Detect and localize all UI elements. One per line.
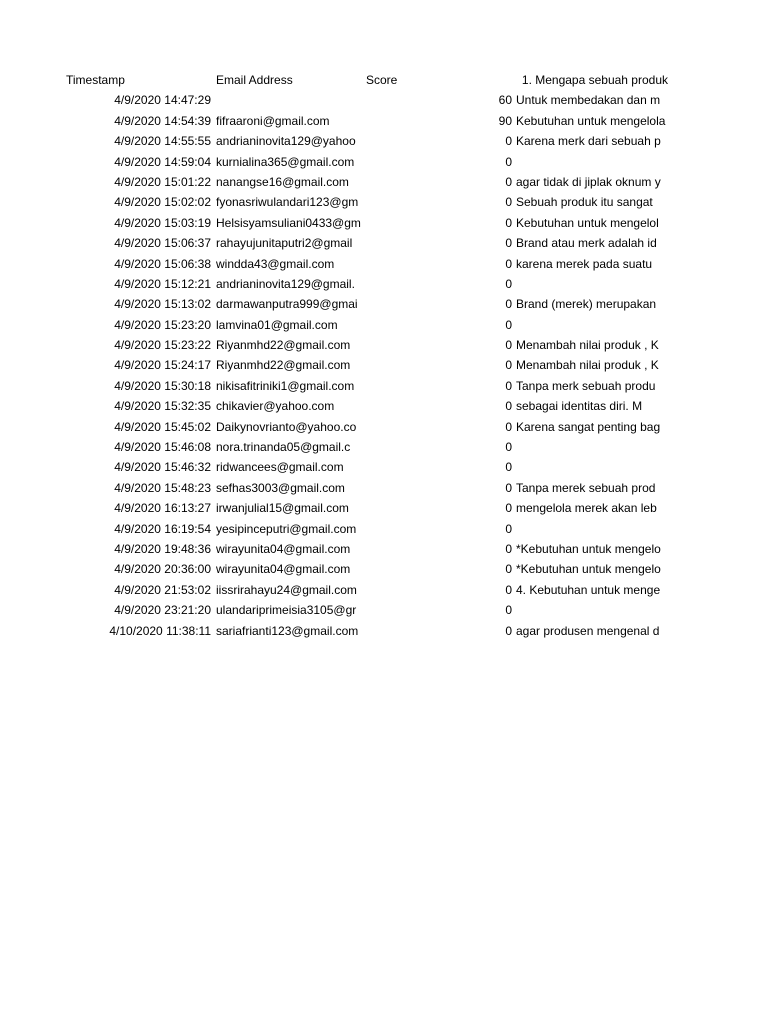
table-row bbox=[60, 478, 668, 498]
cell-email[interactable]: Daikynovrianto@yahoo.co bbox=[216, 419, 357, 434]
cell-timestamp[interactable]: 4/9/2020 15:02:02 bbox=[114, 195, 211, 210]
table-row bbox=[60, 274, 668, 294]
table-row bbox=[60, 335, 668, 355]
cell-timestamp[interactable]: 4/9/2020 19:48:36 bbox=[114, 541, 211, 556]
cell-answer[interactable]: Tanpa merk sebuah produ bbox=[516, 378, 656, 393]
cell-score[interactable]: 0 bbox=[505, 562, 512, 577]
cell-score[interactable]: 0 bbox=[505, 460, 512, 475]
cell-answer[interactable]: Brand atau merk adalah id bbox=[516, 236, 657, 251]
table-row bbox=[60, 233, 668, 253]
cell-timestamp[interactable]: 4/9/2020 15:12:21 bbox=[114, 276, 211, 291]
table-row bbox=[60, 539, 668, 559]
cell-timestamp[interactable]: 4/9/2020 23:21:20 bbox=[114, 603, 211, 618]
table-row bbox=[60, 559, 668, 579]
cell-answer[interactable]: Karena sangat penting bag bbox=[516, 419, 661, 434]
cell-score[interactable]: 0 bbox=[505, 134, 512, 149]
cell-email[interactable]: nora.trinanda05@gmail.c bbox=[216, 440, 351, 455]
cell-email[interactable]: ulandariprimeisia3105@gr bbox=[216, 603, 357, 618]
cell-answer[interactable]: Menambah nilai produk , K bbox=[516, 338, 659, 353]
table-row bbox=[60, 396, 668, 416]
cell-timestamp[interactable]: 4/9/2020 14:47:29 bbox=[114, 93, 211, 108]
cell-score[interactable]: 0 bbox=[505, 236, 512, 251]
cell-timestamp[interactable]: 4/9/2020 21:53:02 bbox=[114, 582, 211, 597]
cell-score[interactable]: 0 bbox=[505, 399, 512, 414]
header-timestamp[interactable]: Timestamp bbox=[66, 73, 125, 87]
cell-timestamp[interactable]: 4/9/2020 15:06:37 bbox=[114, 236, 211, 251]
cell-score[interactable]: 0 bbox=[505, 480, 512, 495]
table-row bbox=[60, 355, 668, 375]
table-row bbox=[60, 131, 668, 151]
spreadsheet bbox=[60, 70, 668, 641]
table-row bbox=[60, 457, 668, 477]
cell-email[interactable]: darmawanputra999@gmai bbox=[216, 297, 358, 312]
cell-score[interactable]: 0 bbox=[505, 378, 512, 393]
cell-timestamp[interactable]: 4/9/2020 15:23:20 bbox=[114, 317, 211, 332]
cell-score[interactable]: 0 bbox=[505, 317, 512, 332]
cell-answer[interactable]: *Kebutuhan untuk mengelo bbox=[516, 541, 661, 556]
cell-email[interactable]: andrianinovita129@gmail. bbox=[216, 276, 355, 291]
cell-answer[interactable]: Kebutuhan untuk mengelola bbox=[516, 113, 666, 128]
cell-email[interactable]: Riyanmhd22@gmail.com bbox=[216, 338, 351, 353]
cell-score[interactable]: 0 bbox=[505, 501, 512, 516]
cell-answer[interactable]: Tanpa merek sebuah prod bbox=[516, 480, 656, 495]
table-row bbox=[60, 213, 668, 233]
table-row bbox=[60, 315, 668, 335]
cell-timestamp[interactable]: 4/9/2020 14:59:04 bbox=[114, 154, 211, 169]
cell-score[interactable]: 0 bbox=[505, 521, 512, 536]
cell-score[interactable]: 0 bbox=[505, 582, 512, 597]
cell-answer[interactable]: Brand (merek) merupakan bbox=[516, 297, 657, 312]
cell-email[interactable]: nanangse16@gmail.com bbox=[216, 174, 349, 189]
cell-timestamp[interactable]: 4/9/2020 16:19:54 bbox=[114, 521, 211, 536]
cell-timestamp[interactable]: 4/9/2020 16:13:27 bbox=[114, 501, 211, 516]
cell-score[interactable]: 0 bbox=[505, 603, 512, 618]
cell-email[interactable]: sariafrianti123@gmail.com bbox=[216, 623, 359, 638]
table-row bbox=[60, 580, 668, 600]
cell-timestamp[interactable]: 4/9/2020 14:54:39 bbox=[114, 113, 211, 128]
table-row bbox=[60, 152, 668, 172]
cell-email[interactable]: fyonasriwulandari123@gm bbox=[216, 195, 359, 210]
cell-score[interactable]: 0 bbox=[505, 215, 512, 230]
header-email[interactable]: Email Address bbox=[216, 73, 293, 87]
cell-answer[interactable]: 4. Kebutuhan untuk menge bbox=[516, 582, 661, 597]
table-row bbox=[60, 294, 668, 314]
cell-score[interactable]: 0 bbox=[505, 276, 512, 291]
cell-answer[interactable]: Kebutuhan untuk mengelol bbox=[516, 215, 659, 230]
cell-answer[interactable]: agar tidak di jiplak oknum y bbox=[516, 174, 661, 189]
cell-email[interactable]: wirayunita04@gmail.com bbox=[216, 562, 351, 577]
cell-email[interactable]: nikisafitriniki1@gmail.com bbox=[216, 378, 355, 393]
table-row bbox=[60, 254, 668, 274]
table-row bbox=[60, 519, 668, 539]
cell-timestamp[interactable]: 4/9/2020 15:30:18 bbox=[114, 378, 211, 393]
table-row bbox=[60, 600, 668, 620]
cell-score[interactable]: 0 bbox=[505, 541, 512, 556]
cell-email[interactable]: ridwancees@gmail.com bbox=[216, 460, 344, 475]
header-score[interactable]: Score bbox=[366, 73, 398, 87]
cell-answer[interactable]: Untuk membedakan dan m bbox=[516, 93, 661, 108]
cell-score[interactable]: 0 bbox=[505, 623, 512, 638]
cell-email[interactable]: fifraaroni@gmail.com bbox=[216, 113, 330, 128]
cell-timestamp[interactable]: 4/9/2020 15:13:02 bbox=[114, 297, 211, 312]
cell-answer[interactable]: Sebuah produk itu sangat bbox=[516, 195, 653, 210]
cell-email[interactable]: rahayujunitaputri2@gmail bbox=[216, 236, 353, 251]
cell-email[interactable]: lamvina01@gmail.com bbox=[216, 317, 338, 332]
cell-answer[interactable]: Menambah nilai produk , K bbox=[516, 358, 659, 373]
cell-timestamp[interactable]: 4/9/2020 15:01:22 bbox=[114, 174, 211, 189]
cell-email[interactable]: kurnialina365@gmail.com bbox=[216, 154, 355, 169]
cell-score[interactable]: 0 bbox=[505, 195, 512, 210]
cell-answer[interactable]: mengelola merek akan leb bbox=[516, 501, 657, 516]
cell-email[interactable]: Riyanmhd22@gmail.com bbox=[216, 358, 351, 373]
cell-score[interactable]: 0 bbox=[505, 174, 512, 189]
cell-score[interactable]: 60 bbox=[498, 93, 512, 108]
cell-email[interactable]: chikavier@yahoo.com bbox=[216, 399, 335, 414]
cell-email[interactable]: yesipinceputri@gmail.com bbox=[216, 521, 357, 536]
table-row bbox=[60, 498, 668, 518]
cell-timestamp[interactable]: 4/9/2020 15:46:32 bbox=[114, 460, 211, 475]
cell-answer[interactable]: agar produsen mengenal d bbox=[516, 623, 660, 638]
cell-timestamp[interactable]: 4/9/2020 15:48:23 bbox=[114, 480, 211, 495]
cell-email[interactable]: andrianinovita129@yahoo bbox=[216, 134, 356, 149]
cell-answer[interactable]: *Kebutuhan untuk mengelo bbox=[516, 562, 661, 577]
cell-timestamp[interactable]: 4/9/2020 15:46:08 bbox=[114, 440, 211, 455]
cell-score[interactable]: 0 bbox=[505, 338, 512, 353]
cell-score[interactable]: 90 bbox=[498, 113, 512, 128]
table-row bbox=[60, 437, 668, 457]
cell-score[interactable]: 0 bbox=[505, 154, 512, 169]
table-row bbox=[60, 90, 668, 110]
cell-score[interactable]: 0 bbox=[505, 419, 512, 434]
cell-email[interactable]: Helsisyamsuliani0433@gm bbox=[216, 215, 361, 230]
table-body bbox=[60, 90, 668, 641]
cell-answer[interactable]: karena merek pada suatu bbox=[516, 256, 653, 271]
cell-timestamp[interactable]: 4/9/2020 15:45:02 bbox=[114, 419, 211, 434]
cell-score[interactable]: 0 bbox=[505, 297, 512, 312]
table-row bbox=[60, 192, 668, 212]
cell-email[interactable]: iissrirahayu24@gmail.com bbox=[216, 582, 357, 597]
table-row bbox=[60, 417, 668, 437]
header-row bbox=[60, 70, 668, 90]
cell-timestamp[interactable]: 4/9/2020 14:55:55 bbox=[114, 134, 211, 149]
cell-timestamp[interactable]: 4/10/2020 11:38:11 bbox=[109, 623, 211, 638]
table-row bbox=[60, 621, 668, 641]
cell-timestamp[interactable]: 4/9/2020 15:23:22 bbox=[114, 338, 211, 353]
cell-email[interactable]: irwanjulial15@gmail.com bbox=[216, 501, 349, 516]
cell-score[interactable]: 0 bbox=[505, 440, 512, 455]
cell-email[interactable]: windda43@gmail.com bbox=[216, 256, 335, 271]
cell-email[interactable]: sefhas3003@gmail.com bbox=[216, 480, 345, 495]
table-row bbox=[60, 172, 668, 192]
cell-timestamp[interactable]: 4/9/2020 15:06:38 bbox=[114, 256, 211, 271]
table-row bbox=[60, 376, 668, 396]
cell-timestamp[interactable]: 4/9/2020 15:24:17 bbox=[114, 358, 211, 373]
cell-answer[interactable]: sebagai identitas diri. M bbox=[516, 399, 643, 414]
cell-score[interactable]: 0 bbox=[505, 256, 512, 271]
header-question[interactable]: 1. Mengapa sebuah produk bbox=[521, 73, 668, 87]
cell-email[interactable]: wirayunita04@gmail.com bbox=[216, 541, 351, 556]
cell-timestamp[interactable]: 4/9/2020 20:36:00 bbox=[114, 562, 211, 577]
cell-timestamp[interactable]: 4/9/2020 15:32:35 bbox=[114, 399, 211, 414]
table-row bbox=[60, 111, 668, 131]
cell-answer[interactable]: Karena merk dari sebuah p bbox=[516, 134, 661, 149]
cell-score[interactable]: 0 bbox=[505, 358, 512, 373]
cell-timestamp[interactable]: 4/9/2020 15:03:19 bbox=[114, 215, 211, 230]
